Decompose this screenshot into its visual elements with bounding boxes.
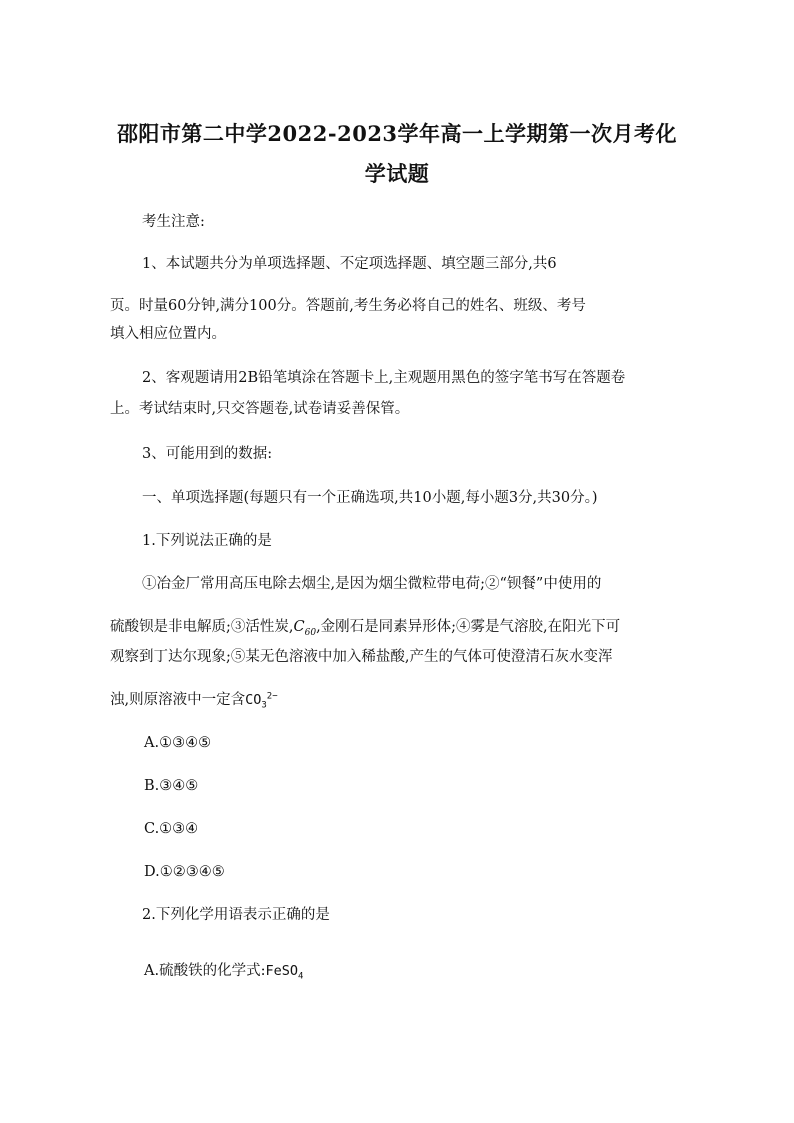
notice-2-line2: 上。考试结束时,只交答题卷,试卷请妥善保管。 xyxy=(110,401,410,417)
c60-formula: $C_{60}$ xyxy=(293,619,317,638)
question-1-option-c: C.①③④ xyxy=(144,821,199,837)
question-1-body-line4 xyxy=(110,690,690,710)
question-1-option-b: B.③④⑤ xyxy=(144,778,199,794)
notice-1-line1: 1、本试题共分为单项选择题、不定项选择题、填空题三部分,共6 xyxy=(142,256,557,272)
question-2-stem: 2.下列化学用语表示正确的是 xyxy=(142,907,330,923)
question-1-body-line3: 观察到丁达尔现象;⑤某无色溶液中加入稀盐酸,产生的气体可使澄清石灰水变浑 xyxy=(110,649,613,665)
notice-2-line1: 2、客观题请用2B铅笔填涂在答题卡上,主观题用黑色的签字笔书写在答题卷 xyxy=(142,370,626,386)
question-1-stem: 1.下列说法正确的是 xyxy=(142,533,272,549)
question-2-option-a: A.硫酸铁的化学式:FeSO$_4$ xyxy=(144,963,304,982)
question-1-body-line1: ①冶金厂常用高压电除去烟尘,是因为烟尘微粒带电荷;②“钡餐”中使用的 xyxy=(142,576,602,592)
exam-title-line1: 邵阳市第二中学2022-2023学年高一上学期第一次月考化 xyxy=(116,121,678,146)
exam-title-line2: 学试题 xyxy=(364,161,430,186)
question-1-body-line4-pre: 浊,则原溶液中一定含 xyxy=(110,692,246,708)
notice-heading: 考生注意: xyxy=(142,214,205,230)
ferrous-sulfate-formula: FeSO$_4$ xyxy=(265,963,304,982)
carbonate-ion-formula: $CO_3^{2-}$ xyxy=(245,691,278,711)
notice-1-line2: 页。时量60分钟,满分100分。答题前,考生务必将自己的姓名、班级、考号 xyxy=(110,298,586,314)
question-1-body-line2 xyxy=(110,617,690,637)
question-1-option-d: D.①②③④⑤ xyxy=(144,864,225,880)
question-1-body-line2-pre: 硫酸钡是非电解质;③活性炭, xyxy=(110,619,294,635)
section-1-heading: 一、单项选择题(每题只有一个正确选项,共10小题,每小题3分,共30分。) xyxy=(142,490,598,506)
question-1-body-line2-post: ,金刚石是同素异形体;④雾是气溶胶,在阳光下可 xyxy=(316,619,621,635)
notice-1-line3: 填入相应位置内。 xyxy=(110,326,226,342)
notice-3: 3、可能用到的数据: xyxy=(142,446,273,462)
question-1-option-a: A.①③④⑤ xyxy=(144,735,212,751)
